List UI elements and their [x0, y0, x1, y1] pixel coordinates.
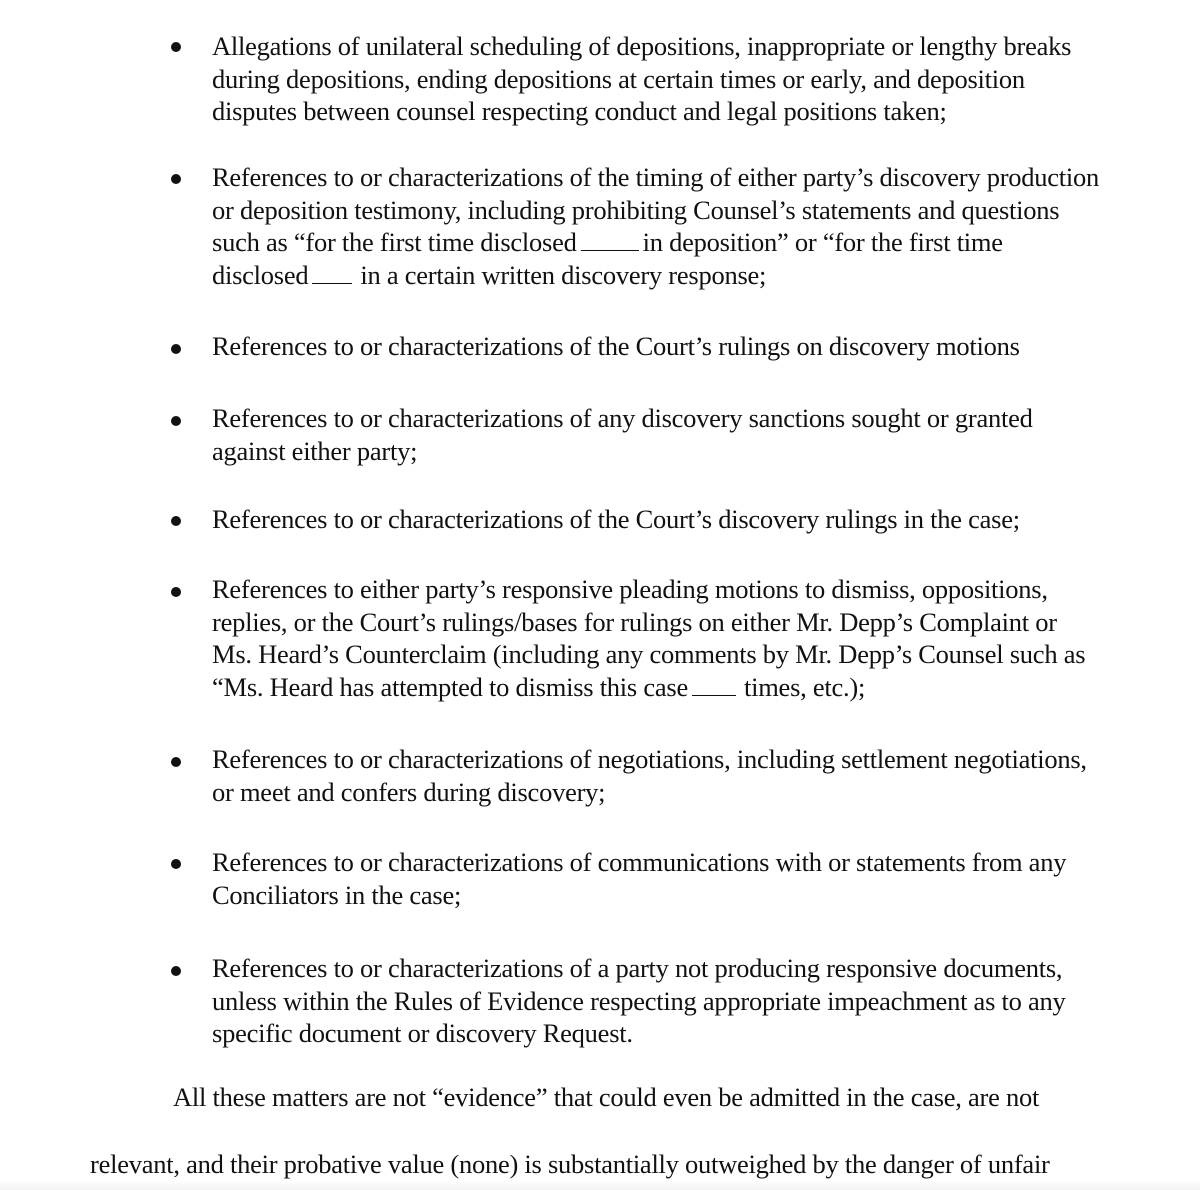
text-line	[212, 226, 1197, 259]
text-line: against either party;	[212, 435, 418, 466]
bullet-dot-icon	[171, 757, 181, 767]
text-line: or deposition testimony, including prohibiting Counsel’s statements and questions	[212, 194, 1060, 225]
text-line: References to or characterizations of the timing of either party’s discovery production	[212, 162, 1100, 192]
text-segment: times, etc.);	[743, 671, 866, 702]
text-line: unless within the Rules of Evidence respecting appropriate impeachment as to any	[212, 985, 1066, 1016]
bullet-dot-icon	[171, 416, 181, 426]
text-line: Conciliators in the case;	[212, 879, 462, 910]
closing-paragraph-line: All these matters are not “evidence” that could even be admitted in the case, are not	[173, 1082, 1040, 1112]
fill-in-blank	[692, 673, 736, 696]
list-item-text	[212, 573, 1197, 703]
text-line: References to or characterizations of negotiations, including settlement negotiations,	[212, 744, 1087, 774]
list-item-text	[212, 503, 1197, 536]
list-item-text	[212, 30, 1197, 128]
text-line: Ms. Heard’s Counterclaim (including any comments by Mr. Depp’s Counsel such as	[212, 639, 1086, 669]
text-line: specific document or discovery Request.	[212, 1018, 633, 1048]
text-line: References to or characterizations of the Court’s discovery rulings in the case;	[212, 504, 1020, 534]
list-item-text	[212, 743, 1197, 808]
bullet-dot-icon	[171, 344, 181, 354]
text-line: disputes between counsel respecting conduct and legal positions taken;	[212, 96, 947, 126]
bullet-dot-icon	[171, 859, 181, 869]
text-segment: such as “for the first time disclosed	[212, 227, 577, 257]
text-line: replies, or the Court’s rulings/bases for rulings on either Mr. Depp’s Complaint or	[212, 606, 1057, 637]
fill-in-blank	[312, 261, 352, 284]
list-item-text	[212, 952, 1197, 1050]
text-line	[212, 259, 1197, 292]
text-line: or meet and confers during discovery;	[212, 776, 606, 807]
text-segment: in a certain written discovery response;	[360, 259, 767, 290]
text-line: References to or characterizations of communications with or statements from any	[212, 847, 1067, 877]
closing-paragraph-line: relevant, and their probative value (none) is substantially outweighed by the danger of unfair	[90, 1149, 1050, 1179]
text-line	[212, 671, 1197, 704]
bullet-dot-icon	[171, 516, 181, 526]
text-segment: disclosed	[212, 259, 309, 290]
list-item-text	[212, 330, 1197, 363]
bullet-dot-icon	[171, 966, 181, 976]
list-item-text	[212, 846, 1197, 911]
text-segment: in deposition” or “for the first time	[642, 227, 1003, 257]
text-line: Allegations of unilateral scheduling of depositions, inappropriate or lengthy breaks	[212, 31, 1072, 61]
page-bottom-edge	[0, 1180, 1200, 1190]
text-line: during depositions, ending depositions at certain times or early, and deposition	[212, 63, 1025, 94]
fill-in-blank	[581, 228, 639, 251]
bullet-dot-icon	[171, 42, 181, 52]
text-line: References to or characterizations of the Court’s rulings on discovery motions	[212, 331, 1020, 361]
bullet-dot-icon	[171, 174, 181, 184]
text-line: References to either party’s responsive pleading motions to dismiss, oppositions,	[212, 574, 1048, 604]
list-item-text	[212, 402, 1197, 467]
text-line: References to or characterizations of any discovery sanctions sought or granted	[212, 403, 1033, 433]
list-item-text	[212, 161, 1197, 291]
bullet-dot-icon	[171, 587, 181, 597]
text-segment: “Ms. Heard has attempted to dismiss this case	[212, 671, 688, 702]
text-line: References to or characterizations of a party not producing responsive documents,	[212, 953, 1063, 983]
